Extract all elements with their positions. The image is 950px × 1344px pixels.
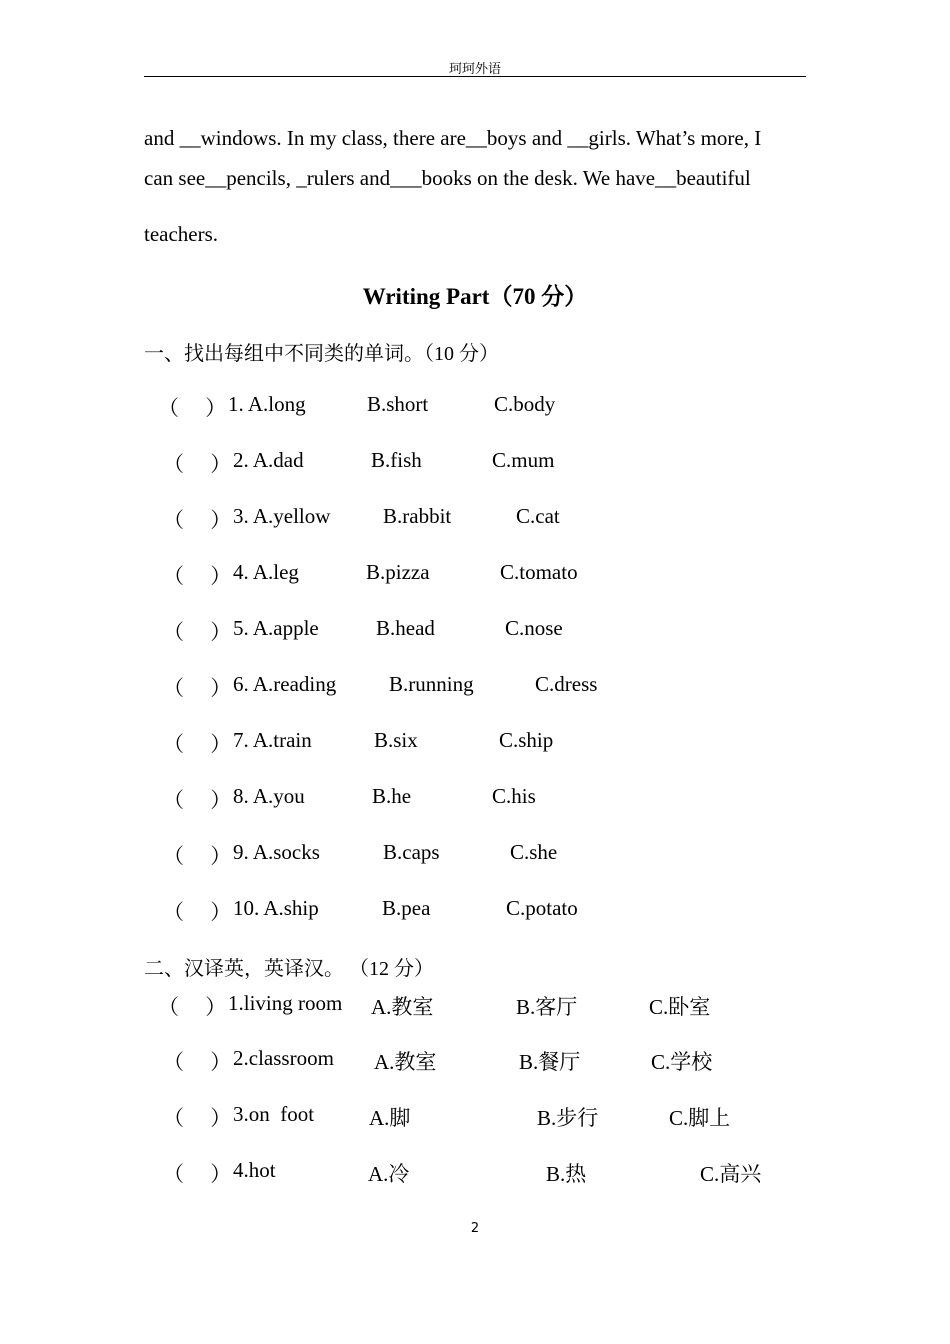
option-c: C.nose [505, 616, 563, 640]
option-b: B.he [372, 784, 412, 808]
answer-bracket[interactable]: （ ） [163, 1106, 232, 1130]
section2-question-4 [0, 1158, 950, 1188]
option-c: C.dress [535, 672, 598, 696]
option-b: B.fish [371, 448, 422, 472]
answer-bracket[interactable]: （ ） [163, 844, 232, 868]
section1-question-2 [0, 448, 950, 478]
option-c: C.mum [492, 448, 555, 472]
header-rule [144, 76, 806, 77]
section1-question-8 [0, 784, 950, 814]
answer-bracket[interactable]: （ ） [158, 396, 227, 420]
option-b: B.pizza [366, 560, 430, 584]
section1-question-1 [0, 392, 950, 422]
section2-question-1 [0, 991, 950, 1021]
answer-bracket[interactable]: （ ） [163, 676, 232, 700]
option-a: 7. A.train [233, 728, 312, 752]
answer-bracket[interactable]: （ ） [163, 1162, 232, 1186]
answer-bracket[interactable]: （ ） [163, 564, 232, 588]
option-a: 1. A.long [228, 392, 306, 416]
option-b: B.pea [382, 896, 431, 920]
option-a: 3. A.yellow [233, 504, 331, 528]
section1-question-6 [0, 672, 950, 702]
section1-question-10 [0, 896, 950, 926]
writing-part-title: Writing Part（70 分） [362, 284, 588, 309]
option-a: A.教室 [371, 995, 434, 1019]
answer-bracket[interactable]: （ ） [163, 900, 232, 924]
answer-bracket[interactable]: （ ） [163, 732, 232, 756]
section2-heading: 二、汉译英，英译汉。 （12 分） [144, 958, 434, 980]
option-b: B.步行 [537, 1106, 599, 1130]
passage-line-3: teachers. [144, 222, 219, 246]
answer-bracket[interactable]: （ ） [163, 452, 232, 476]
option-b: B.running [389, 672, 474, 696]
section1-question-5 [0, 616, 950, 646]
option-b: B.热 [546, 1162, 587, 1186]
option-a: 6. A.reading [233, 672, 337, 696]
answer-bracket[interactable]: （ ） [163, 1050, 232, 1074]
section2-question-3 [0, 1102, 950, 1132]
option-a: 10. A.ship [233, 896, 319, 920]
passage-line-1: and __windows. In my class, there are__boys and __girls. What’s more, I [144, 126, 762, 150]
option-c: C.his [492, 784, 536, 808]
section1-question-9 [0, 840, 950, 870]
section1-heading: 一、找出每组中不同类的单词。（10 分） [144, 343, 499, 365]
option-b: B.客厅 [516, 995, 578, 1019]
option-b: B.short [367, 392, 429, 416]
option-c: C.potato [506, 896, 578, 920]
option-b: B.餐厅 [519, 1050, 581, 1074]
answer-bracket[interactable]: （ ） [163, 788, 232, 812]
option-c: C.脚上 [669, 1106, 731, 1130]
option-b: B.six [374, 728, 418, 752]
option-a: 4. A.leg [233, 560, 299, 584]
option-c: C.cat [516, 504, 560, 528]
option-a: A.教室 [374, 1050, 437, 1074]
answer-bracket[interactable]: （ ） [158, 995, 227, 1019]
option-b: B.rabbit [383, 504, 452, 528]
option-a: A.冷 [368, 1162, 410, 1186]
option-a: 9. A.socks [233, 840, 320, 864]
option-c: C.tomato [500, 560, 578, 584]
section1-question-3 [0, 504, 950, 534]
question-word: 2.classroom [233, 1046, 334, 1070]
option-a: 5. A.apple [233, 616, 319, 640]
option-b: B.head [376, 616, 435, 640]
question-word: 3.on foot [233, 1102, 315, 1126]
page-number: 2 [470, 1221, 480, 1236]
question-word: 4.hot [233, 1158, 276, 1182]
answer-bracket[interactable]: （ ） [163, 620, 232, 644]
option-c: C.学校 [651, 1050, 713, 1074]
section2-question-2 [0, 1046, 950, 1076]
section1-question-4 [0, 560, 950, 590]
section1-question-7 [0, 728, 950, 758]
option-b: B.caps [383, 840, 440, 864]
question-word: 1.living room [228, 991, 343, 1015]
answer-bracket[interactable]: （ ） [163, 508, 232, 532]
option-c: C.ship [499, 728, 554, 752]
option-c: C.卧室 [649, 995, 711, 1019]
option-a: 8. A.you [233, 784, 305, 808]
option-a: A.脚 [369, 1106, 411, 1130]
option-c: C.she [510, 840, 558, 864]
passage-line-2: can see__pencils, _rulers and___books on the desk. We have__beautiful [144, 166, 751, 190]
option-c: C.body [494, 392, 556, 416]
option-c: C.高兴 [700, 1162, 762, 1186]
page-header: 珂珂外语 [448, 62, 501, 77]
option-a: 2. A.dad [233, 448, 304, 472]
